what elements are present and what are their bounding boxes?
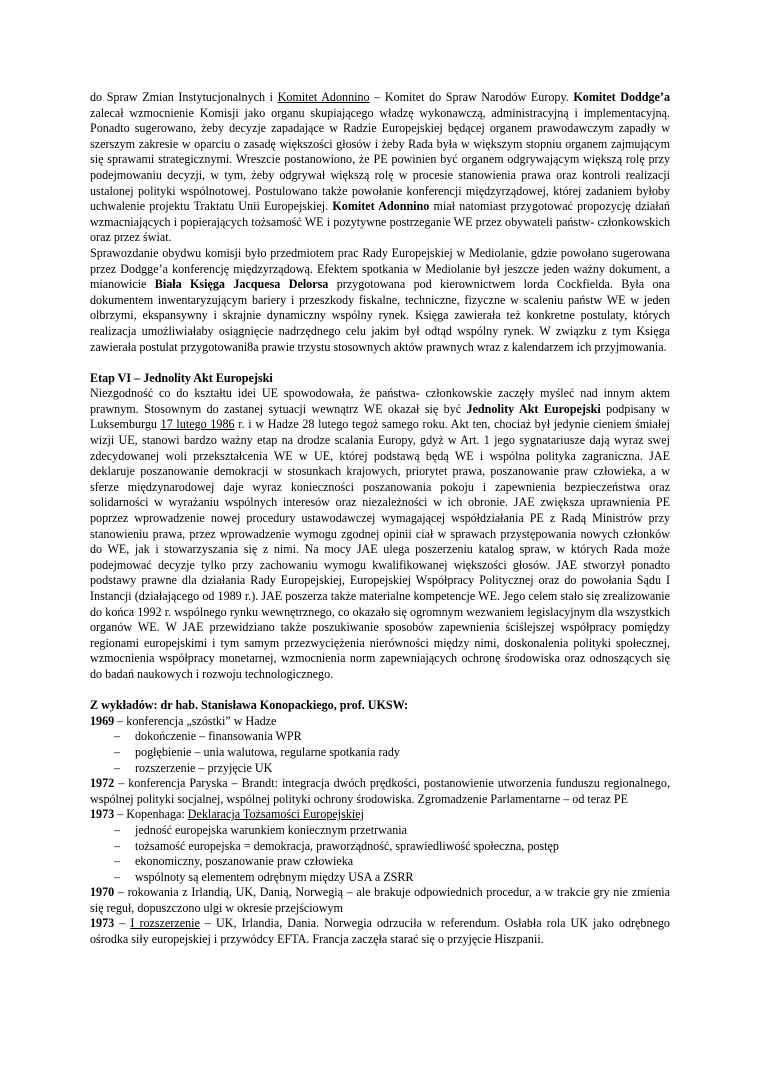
text-run: – konferencja „szóstki” w Hadze <box>114 713 277 728</box>
text-run: – Komitet do Spraw Narodów Europy. <box>369 90 574 104</box>
link-komitet-adonnino[interactable]: Komitet Adonnino <box>277 90 370 104</box>
text-run: podpisany w Luksemburgu <box>90 401 670 432</box>
list-item: – rozszerzenie – przyjęcie UK <box>90 761 670 777</box>
year-1973: 1973 <box>90 807 115 822</box>
text-run: zalecał wzmocnienie Komisji jako organu skupiającego władzę wykonawczą, administracyjną i implementacyjną. Ponadto sugerowano, żeby decyzje zapadające w Radzie Europejskiej będącej organem prawodawczym zapadły w szerszym zakresie w oparciu o zasadę większości głosów i żeby Rada była w większym stopniu organem zajmującym się sprawami strategicznymi. Wreszcie postanowiono, że PE powinien być organem odgrywającym większą rolę przy podejmowaniu decyzji, w tym, żeby odgrywał większą rolę w procesie stanowienia prawa oraz kontroli realizacji ustalonej polityki wspólnotowej. Postulowano także powołanie konferencji międzyrządowej, której zadaniem byłoby uchwalenie projektu Traktatu Unii Europejskiej. <box>90 105 670 214</box>
bold-jednolity-akt: Jednolity Akt Europejski <box>466 401 601 416</box>
list-item: – jedność europejska warunkiem koniecznym przetrwania <box>90 823 670 839</box>
text-run: do Spraw Zmian Instytucjonalnych i <box>90 90 278 104</box>
year-1970: 1970 <box>90 885 115 900</box>
text-run: – konferencja Paryska – Brandt: integracja dwóch prędkości, postanowienie utworzenia funduszu regionalnego, wspólnej polityki socjalnej, wspólnej polityki ochrony środowiska. Zgromadzenie Parlamentarne – od teraz PE <box>90 776 670 806</box>
list-item: – dokończenie – finansowania WPR <box>90 729 670 745</box>
year-1972: 1972 <box>90 776 115 791</box>
link-date-17-lutego-1986[interactable]: 17 lutego 1986 <box>160 417 235 432</box>
bold-komitet-adonnino: Komitet Adonnino <box>332 199 430 214</box>
list-item: – pogłębienie – unia walutowa, regularne spotkania rady <box>90 745 670 761</box>
entry-1973-enlargement <box>90 916 670 947</box>
paragraph-committees <box>90 90 670 246</box>
entry-1970 <box>90 885 670 916</box>
bold-biala-ksiega: Biała Księga Jacquesa Delorsa <box>154 277 329 292</box>
paragraph-milan-council <box>90 246 670 355</box>
spacer <box>90 683 670 699</box>
list-item: – ekonomiczny, poszanowanie praw człowieka <box>90 854 670 870</box>
text-run: – Kopenhaga: <box>114 807 188 822</box>
bold-komitet-doddge: Komitet Doddge’a <box>573 90 670 104</box>
entry-1969 <box>90 714 670 730</box>
text-run: Sprawozdanie obydwu komisji było przedmiotem prac Rady Europejskiej w Mediolanie, gdzie powołano sugerowana przez Dodgge’a konferencję międzyrządową. Efektem spotkania w Mediolanie był jeszcze jeden ważny dokument, a mianowicie <box>90 245 670 292</box>
text-run: – <box>114 916 131 931</box>
list-item: – wspólnoty są elementem odrębnym między USA a ZSRR <box>90 870 670 886</box>
entry-1973-copenhagen <box>90 807 670 823</box>
heading-lectures: Z wykładów: dr hab. Stanisława Konopackiego, prof. UKSW: <box>90 698 409 713</box>
text-run: – UK, Irlandia, Dania. Norwegia odrzuciła w referendum. Osłabła rola UK jako odrębnego ośrodka siły europejskiej i przywódcy EFTA. Francja zaczęła starać się o przyjęcie Hiszpanii. <box>90 916 670 947</box>
link-deklaracja-tozsamosci[interactable]: Deklaracja Tożsamości Europejskiej <box>187 807 364 822</box>
list-1973 <box>90 823 670 885</box>
heading-etap-vi: Etap VI – Jednolity Akt Europejski <box>90 370 273 385</box>
year-1969: 1969 <box>90 713 115 728</box>
year-1973: 1973 <box>90 916 115 931</box>
text-run: miał natomiast przygotować propozycję działań wzmacniających i popierających tożsamość WE i pozytywne postrzeganie WE przez obywateli państw- członkowskich oraz przez świat. <box>90 199 670 245</box>
text-run: Niezgodność co do kształtu idei UE spowodowała, że państwa- członkowskie zaczęły myśleć nad innym aktem prawnym. Stosownym do zastanej sytuacji wewnątrz WE okazał się być <box>90 386 670 416</box>
text-run: r. i w Hadze 28 lutego tegoż samego roku. Akt ten, chociaż był jedynie cieniem śmiałej wizji UE, stanowi bardzo ważny etap na drodze scalania Europy, gdyż w Art. 1 jego sygnatariusze dają wyraz swej zdecydowanej woli przekształcenia WE w UE, której podstawą będą WE i wspólna polityka zagraniczna. JAE deklaruje poszanowanie demokracji w stosunkach krajowych, priorytet prawa, poszanowanie praw człowieka, a w sferze międzynarodowej daje wyraz konieczności poszanowania pokoju i zapewnienia bezpieczeństwa oraz solidarności w wyrażaniu wspólnych interesów oraz niezależności w ich obronie. JAE zwiększa uprawnienia PE poprzez wprowadzenie nowej procedury ustawodawczej wymagającej współdziałania PE z Radą Ministrów przy stanowieniu prawa, przez wprowadzenie wymogu zgodnej opinii ciał w sprawach przystępowania nowych członków do WE, jak i stowarzyszania się z nimi. Na mocy JAE ulega poszerzeniu katalog spraw, w których Rada może podejmować decyzje tylko przy zachowaniu wymogu kwalifikowanej większości głosów. JAE stworzył ponadto podstawy prawne dla działania Rady Europejskiej, Europejskiej Współpracy Politycznej oraz do powołania Sądu I Instancji (działającego od 1989 r.). JAE poszerza także materialne kompetencje WE. Jego celem stało się zrealizowanie do końca 1992 r. wspólnego rynku wewnętrznego, co okazało się ogromnym wezwaniem legislacyjnym dla wszystkich organów WE. W JAE przewidziano także poszukiwanie sposobów zapewnienia ściślejszej współpracy pomiędzy regionami europejskimi i tym samym przezwyciężenia nierówności między nimi, doskonalenia polityki społecznej, wzmocnienia współpracy monetarnej, wzmocnienia norm zapewniających ochronę środowiska oraz odnoszących się do badań naukowych i rozwoju technologicznego. <box>90 417 670 681</box>
link-i-rozszerzenie[interactable]: I rozszerzenie <box>130 916 200 931</box>
document-page <box>90 90 670 948</box>
spacer <box>90 355 670 371</box>
text-run: – rokowania z Irlandią, UK, Danią, Norwegią – ale brakuje odpowiednich procedur, a w trakcie gry nie zmienia się reguł, dopuszczono ulgi w okresie przejściowym <box>90 885 670 915</box>
list-item: – tożsamość europejska = demokracja, praworządność, sprawiedliwość społeczna, postęp <box>90 839 670 855</box>
paragraph-single-european-act <box>90 386 670 682</box>
entry-1972 <box>90 776 670 807</box>
text-run: przygotowana pod kierownictwem lorda Cockfielda. Była ona dokumentem inwentaryzującym bariery i przeszkody fiskalne, techniczne, fizyczne w scaleniu państw WE w jeden olbrzymi, ekspansywny i skrajnie dynamiczny wspólny rynek. Księga zawierała też konkretne postulaty, których realizacja umożliwiałaby osiągnięcie nadrzędnego celu jakim był odtąd wspólny rynek. W związku z tym Księga zawierała postulat przygotowani8a prawie trzystu stosownych aktów prawnych wraz z kalendarzem ich przyjmowania. <box>90 277 670 354</box>
list-1969 <box>90 729 670 776</box>
